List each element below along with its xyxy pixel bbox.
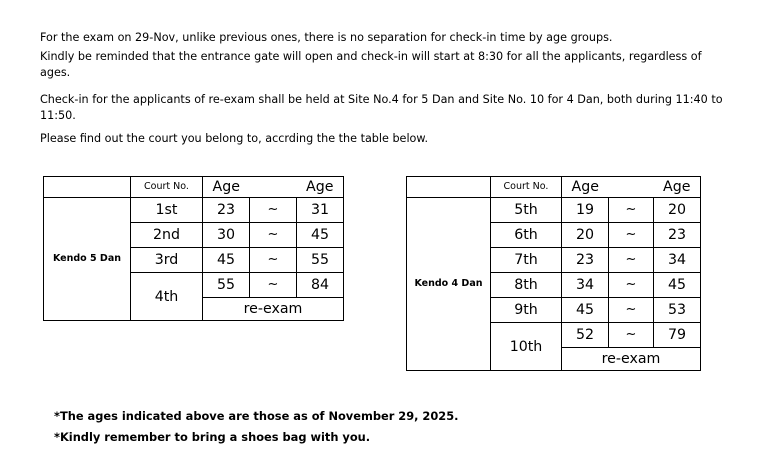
table-5dan [43, 176, 344, 321]
header-court: Court No. [491, 177, 562, 198]
court-cell: 2nd [131, 223, 203, 248]
header-age-from: Age [203, 177, 250, 198]
notice-line-3: Check-in for the applicants of re-exam shall be held at Site No.4 for 5 Dan and Site No. 10 for 4 Dan, both during 11:40 to 11:50. [40, 93, 723, 122]
reexam-cell: re-exam [203, 298, 344, 321]
table-header-row [44, 177, 344, 198]
group-label: Kendo 4 Dan [407, 198, 491, 371]
court-cell: 7th [491, 248, 562, 273]
age-to-cell: 31 [297, 198, 344, 223]
age-from-cell: 23 [562, 248, 609, 273]
header-sep [250, 177, 297, 198]
age-to-cell: 45 [654, 273, 701, 298]
reexam-cell: re-exam [562, 348, 701, 371]
note-shoes-bag: *Kindly remember to bring a shoes bag with you. [54, 430, 371, 444]
age-to-cell: 55 [297, 248, 344, 273]
header-blank [407, 177, 491, 198]
age-from-cell: 52 [562, 323, 609, 348]
tilde-cell: ~ [609, 273, 654, 298]
header-sep [609, 177, 654, 198]
header-age-to: Age [297, 177, 344, 198]
tilde-cell: ~ [250, 248, 297, 273]
table-row [407, 198, 701, 223]
tilde-cell: ~ [609, 298, 654, 323]
tilde-cell: ~ [250, 273, 297, 298]
header-age-from: Age [562, 177, 609, 198]
notice-line-2: Kindly be reminded that the entrance gate will open and check-in will start at 8:30 for all the applicants, regardless of ages. [40, 50, 702, 79]
header-blank [44, 177, 131, 198]
header-court: Court No. [131, 177, 203, 198]
court-cell: 3rd [131, 248, 203, 273]
age-to-cell: 20 [654, 198, 701, 223]
table-header-row [407, 177, 701, 198]
tilde-cell: ~ [609, 248, 654, 273]
tilde-cell: ~ [250, 223, 297, 248]
tilde-cell: ~ [609, 223, 654, 248]
table-4dan [406, 176, 701, 371]
tilde-cell: ~ [609, 198, 654, 223]
age-from-cell: 45 [562, 298, 609, 323]
age-from-cell: 20 [562, 223, 609, 248]
court-cell: 5th [491, 198, 562, 223]
header-age-to: Age [654, 177, 701, 198]
age-to-cell: 23 [654, 223, 701, 248]
age-from-cell: 19 [562, 198, 609, 223]
court-cell: 1st [131, 198, 203, 223]
age-from-cell: 23 [203, 198, 250, 223]
court-cell: 4th [131, 273, 203, 321]
notice-line-1: For the exam on 29-Nov, unlike previous ones, there is no separation for check-in time by age groups. [40, 31, 613, 44]
court-cell: 8th [491, 273, 562, 298]
age-from-cell: 34 [562, 273, 609, 298]
tilde-cell: ~ [609, 323, 654, 348]
court-cell: 10th [491, 323, 562, 371]
table-row [44, 198, 344, 223]
age-to-cell: 79 [654, 323, 701, 348]
age-from-cell: 45 [203, 248, 250, 273]
age-from-cell: 30 [203, 223, 250, 248]
age-to-cell: 45 [297, 223, 344, 248]
court-cell: 9th [491, 298, 562, 323]
court-cell: 6th [491, 223, 562, 248]
age-to-cell: 53 [654, 298, 701, 323]
note-ages: *The ages indicated above are those as of November 29, 2025. [54, 409, 459, 423]
age-from-cell: 55 [203, 273, 250, 298]
age-to-cell: 84 [297, 273, 344, 298]
notice-line-4: Please find out the court you belong to, accrding the the table below. [40, 132, 429, 145]
group-label: Kendo 5 Dan [44, 198, 131, 321]
age-to-cell: 34 [654, 248, 701, 273]
tilde-cell: ~ [250, 198, 297, 223]
